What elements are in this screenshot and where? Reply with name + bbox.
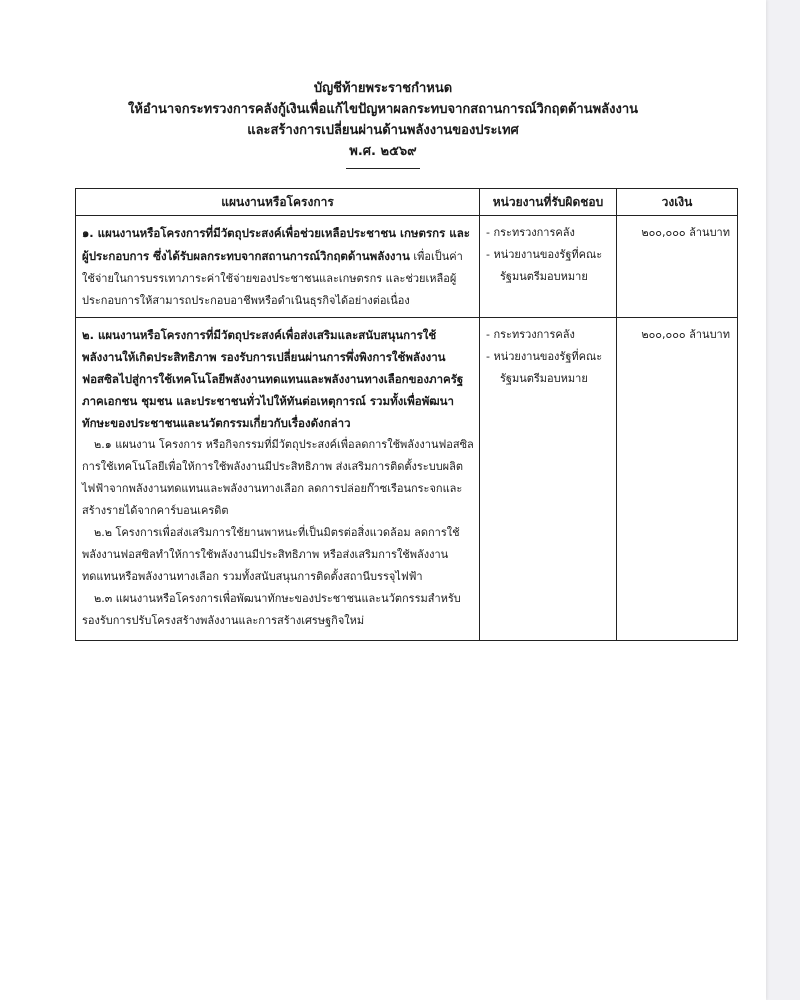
document-header [0, 78, 766, 169]
agency-item: - หน่วยงานของรัฐที่คณะรัฐมนตรีมอบหมาย [486, 248, 603, 283]
agency-item: - กระทรวงการคลัง [486, 226, 575, 239]
amount-value: ๒๐๐,๐๐๐ ล้านบาท [641, 226, 730, 239]
project-detail: เพื่อเป็นค่าใช้จ่ายในการบรรเทาภาระค่าใช้จ่ายของประชาชนและเกษตรกร และช่วยเหลือผู้ประกอบการให้สามารถประกอบอาชีพหรือดำเนินธุรกิจได้อย่างต่อเนื่อง [82, 250, 463, 307]
project-cell [76, 318, 480, 641]
project-subitem: ๒.๒ โครงการเพื่อส่งเสริมการใช้ยานพาหนะที่เป็นมิตรต่อสิ่งแวดล้อม ลดการใช้พลังงานฟอสซิลทำให้การใช้พลังงานมีประสิทธิภาพ หรือส่งเสริมการใช้พลังงานทดแทนหรือพลังงานทางเลือก รวมทั้งสนับสนุนการติดตั้งสถานีบรรจุไฟฟ้า [82, 526, 460, 583]
amount-cell [617, 318, 738, 641]
column-header-amount: วงเงิน [617, 189, 738, 216]
budget-table [75, 188, 738, 641]
project-cell [76, 216, 480, 318]
header-year: พ.ศ. ๒๕๖๙ [349, 144, 417, 159]
agency-item: - กระทรวงการคลัง [486, 328, 575, 341]
amount-cell [617, 216, 738, 318]
agency-cell [480, 318, 617, 641]
column-header-project: แผนงานหรือโครงการ [76, 189, 480, 216]
project-subitem: ๒.๑ แผนงาน โครงการ หรือกิจกรรมที่มีวัตถุประสงค์เพื่อลดการใช้พลังงานฟอสซิล การใช้เทคโนโลยีเพื่อให้การใช้พลังงานมีประสิทธิภาพ ส่งเสริมการติดตั้งระบบผลิตไฟฟ้าจากพลังงานทดแทนและพลังงานทางเลือก ลดการปล่อยก๊าซเรือนกระจกและสร้างรายได้จากคาร์บอนเครดิต [82, 438, 474, 517]
amount-value: ๒๐๐,๐๐๐ ล้านบาท [641, 328, 730, 341]
project-subitem: ๒.๓ แผนงานหรือโครงการเพื่อพัฒนาทักษะของประชาชนและนวัตกรรมสำหรับรองรับการปรับโครงสร้างพลังงานและการสร้างเศรษฐกิจใหม่ [82, 592, 461, 627]
agency-item: - หน่วยงานของรัฐที่คณะรัฐมนตรีมอบหมาย [486, 350, 603, 385]
table-header-row [76, 189, 738, 216]
agency-cell [480, 216, 617, 318]
header-divider [346, 168, 420, 169]
column-header-agency: หน่วยงานที่รับผิดชอบ [480, 189, 617, 216]
header-subtitle: ให้อำนาจกระทรวงการคลังกู้เงินเพื่อแก้ไขปัญหาผลกระทบจากสถานการณ์วิกฤตด้านพลังงาน [127, 102, 639, 117]
header-subtitle-2: และสร้างการเปลี่ยนผ่านด้านพลังงานของประเทศ [247, 123, 519, 138]
project-title: ๑. แผนงานหรือโครงการที่มีวัตถุประสงค์เพื่อช่วยเหลือประชาชน เกษตรกร และผู้ประกอบการ ซึ่งได้รับผลกระทบจากสถานการณ์วิกฤตด้านพลังงาน [82, 226, 470, 263]
table-row [76, 216, 738, 318]
project-title: ๒. แผนงานหรือโครงการที่มีวัตถุประสงค์เพื่อส่งเสริมและสนับสนุนการใช้พลังงานให้เกิดประสิทธิภาพ รองรับการเปลี่ยนผ่านการพึ่งพิงการใช้พลังงานฟอสซิลไปสู่การใช้เทคโนโลยีพลังงานทดแทนและพลังงานทางเลือกของภาครัฐ ภาคเอกชน ชุมชน และประชาชนทั่วไปให้ทันต่อเหตุการณ์ รวมทั้งเพื่อพัฒนาทักษะของประชาชนและนวัตกรรมเกี่ยวกับเรื่องดังกล่าว [82, 328, 464, 430]
header-title: บัญชีท้ายพระราชกำหนด [313, 81, 453, 96]
table-row [76, 318, 738, 641]
project-text [82, 222, 474, 312]
